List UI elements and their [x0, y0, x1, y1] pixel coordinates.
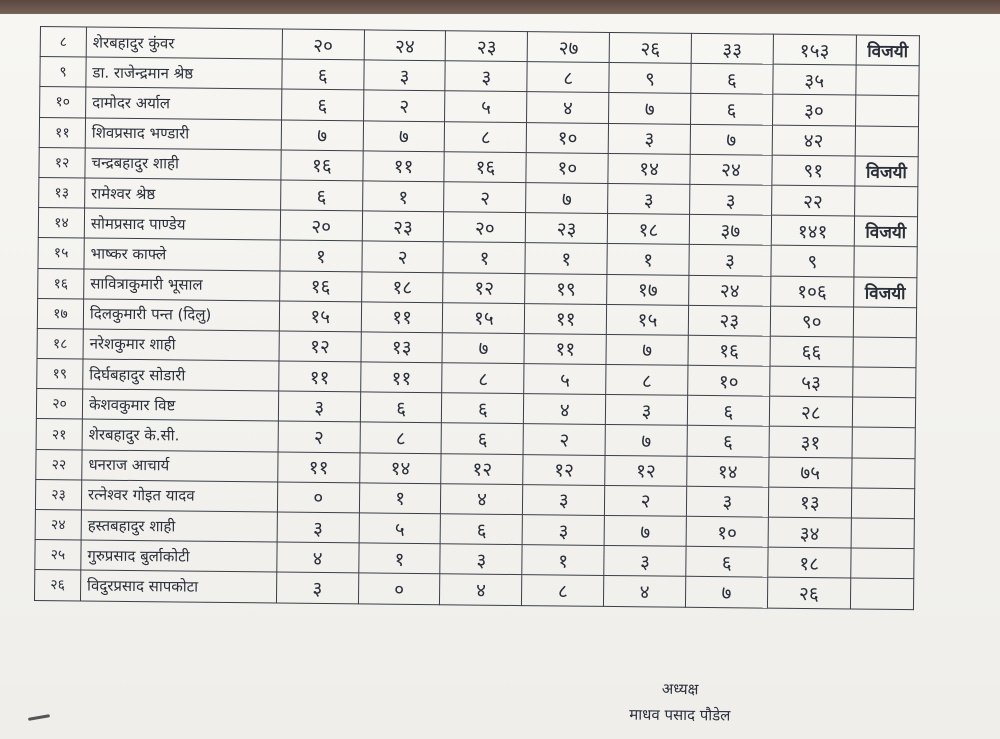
candidate-name-cell: रत्नेश्वर गोइत यादव — [81, 480, 277, 512]
vote-count-cell: ३ — [690, 184, 772, 215]
vote-count-cell: २३ — [446, 31, 528, 62]
vote-count-cell: ६ — [441, 514, 523, 545]
vote-count-cell: २० — [444, 212, 526, 243]
vote-count-cell: ५ — [359, 513, 441, 544]
vote-count-cell: ७ — [605, 425, 687, 456]
total-votes-cell: ३५ — [773, 64, 856, 95]
total-votes-cell: १०६ — [770, 276, 853, 307]
total-votes-cell: ९० — [770, 306, 853, 337]
total-votes-cell: ५३ — [769, 366, 852, 397]
total-votes-cell: ३१ — [769, 427, 852, 458]
vote-count-cell: ८ — [442, 363, 524, 394]
vote-count-cell: २४ — [690, 154, 772, 185]
serial-number-cell: १८ — [37, 328, 83, 359]
vote-count-cell: २ — [278, 421, 360, 452]
result-cell — [853, 337, 917, 368]
vote-count-cell: ७ — [685, 577, 767, 608]
result-cell: विजयी — [855, 156, 919, 187]
vote-count-cell: ११ — [278, 452, 360, 483]
total-votes-cell: ४२ — [772, 125, 855, 156]
candidate-name-cell: गुरुप्रसाद बुर्लाकोटी — [81, 540, 277, 572]
vote-count-cell: ८ — [360, 422, 442, 453]
vote-count-cell: १२ — [523, 454, 605, 485]
vote-count-cell: ३ — [608, 183, 690, 214]
vote-count-cell: ३ — [523, 484, 605, 515]
signature-block — [600, 675, 761, 729]
serial-number-cell: ८ — [40, 27, 86, 58]
candidate-name-cell: सोमप्रसाद पाण्डेय — [84, 208, 280, 240]
result-cell: विजयी — [856, 35, 920, 66]
vote-count-cell: ० — [358, 573, 440, 604]
vote-count-cell: ७ — [604, 515, 686, 546]
serial-number-cell: २२ — [36, 449, 82, 480]
vote-count-cell: ३ — [278, 391, 360, 422]
vote-count-cell: १२ — [441, 453, 523, 484]
result-cell — [852, 458, 916, 489]
vote-count-cell: ५ — [524, 364, 606, 395]
result-cell — [855, 126, 919, 157]
vote-count-cell: १ — [362, 181, 444, 212]
vote-count-cell: ८ — [606, 365, 688, 396]
result-cell — [856, 65, 920, 96]
serial-number-cell: १९ — [37, 359, 83, 390]
vote-count-cell: ८ — [522, 575, 604, 606]
vote-count-cell: ७ — [526, 183, 608, 214]
vote-count-cell: ६ — [687, 396, 769, 427]
vote-count-cell: १२ — [605, 455, 687, 486]
candidate-name-cell: दिर्घबहादुर सोडारी — [83, 359, 279, 391]
vote-count-cell: १४ — [608, 153, 690, 184]
vote-count-cell: १ — [607, 244, 689, 275]
vote-count-cell: ३ — [277, 512, 359, 543]
vote-count-cell: ६ — [691, 64, 773, 95]
result-cell — [852, 427, 916, 458]
vote-count-cell: १२ — [279, 331, 361, 362]
result-cell — [854, 246, 918, 277]
vote-count-cell: १८ — [361, 271, 443, 302]
vote-count-cell: ९ — [609, 63, 691, 94]
serial-number-cell: १० — [40, 87, 86, 118]
vote-count-cell: ३ — [522, 515, 604, 546]
vote-count-cell: ६ — [281, 89, 363, 120]
vote-count-cell: १६ — [444, 151, 526, 182]
candidate-name-cell: धनराज आचार्य — [82, 450, 278, 482]
result-cell: विजयी — [853, 277, 917, 308]
total-votes-cell: ७५ — [769, 457, 852, 488]
vote-count-cell: १० — [526, 152, 608, 183]
serial-number-cell: ११ — [39, 117, 85, 148]
vote-count-cell: १० — [686, 516, 768, 547]
serial-number-cell: १६ — [38, 268, 84, 299]
vote-count-cell: ४ — [441, 484, 523, 515]
vote-count-cell: १ — [359, 483, 441, 514]
vote-count-cell: २३ — [688, 305, 770, 336]
vote-count-cell: १५ — [443, 302, 525, 333]
vote-count-cell: १६ — [688, 335, 770, 366]
candidate-name-cell: सावित्राकुमारी भूसाल — [84, 268, 280, 300]
candidate-name-cell: केशवकुमार विष्ट — [82, 389, 278, 421]
total-votes-cell: १८ — [768, 547, 851, 578]
vote-count-cell: २ — [444, 182, 526, 213]
vote-count-cell: ६ — [442, 393, 524, 424]
candidate-name-cell: शेरबहादुर कुंवर — [86, 27, 282, 59]
vote-count-cell: ७ — [281, 120, 363, 151]
vote-count-cell: ७ — [609, 93, 691, 124]
vote-count-cell: १२ — [443, 272, 525, 303]
total-votes-cell: ३४ — [768, 517, 851, 548]
signatory-title: अध्यक्ष — [661, 679, 699, 699]
vote-count-cell: ४ — [277, 542, 359, 573]
vote-count-cell: २ — [362, 241, 444, 272]
result-cell — [850, 578, 914, 609]
result-cell — [851, 548, 915, 579]
vote-count-cell: १४ — [687, 456, 769, 487]
vote-count-cell: २ — [605, 485, 687, 516]
vote-count-cell: ३ — [364, 60, 446, 91]
vote-count-cell: १ — [443, 242, 525, 273]
vote-count-cell: ३ — [689, 245, 771, 276]
serial-number-cell: २५ — [35, 540, 81, 571]
serial-number-cell: २३ — [35, 479, 81, 510]
vote-count-cell: ३ — [440, 544, 522, 575]
result-cell — [851, 518, 915, 549]
vote-count-cell: २० — [282, 29, 364, 60]
vote-count-cell: २७ — [527, 32, 609, 63]
vote-count-cell: १६ — [281, 150, 363, 181]
total-votes-cell: १३ — [768, 487, 851, 518]
vote-count-cell: ३ — [605, 395, 687, 426]
vote-count-cell: १ — [280, 240, 362, 271]
vote-count-cell: ११ — [524, 333, 606, 364]
total-votes-cell: १४१ — [771, 215, 854, 246]
candidate-name-cell: नरेशकुमार शाही — [83, 329, 279, 361]
vote-count-cell: १ — [525, 243, 607, 274]
total-votes-cell: २२ — [771, 185, 854, 216]
candidate-name-cell: डा. राजेन्द्रमान श्रेष्ठ — [86, 57, 282, 89]
vote-count-cell: १९ — [525, 273, 607, 304]
total-votes-cell: ३० — [772, 95, 855, 126]
vote-count-cell: ३ — [608, 123, 690, 154]
vote-count-cell: ११ — [360, 362, 442, 393]
candidate-name-cell: हस्तबहादुर शाही — [81, 510, 277, 542]
vote-count-cell: ८ — [527, 62, 609, 93]
vote-count-cell: २४ — [689, 275, 771, 306]
vote-count-cell: १६ — [279, 271, 361, 302]
vote-count-cell: २ — [523, 424, 605, 455]
vote-count-cell: ८ — [445, 121, 527, 152]
vote-count-cell: ३ — [604, 546, 686, 577]
vote-count-cell: १८ — [607, 214, 689, 245]
total-votes-cell: २६ — [767, 578, 850, 609]
vote-count-cell: २६ — [609, 32, 691, 63]
result-cell — [852, 367, 916, 398]
vote-count-cell: १५ — [279, 301, 361, 332]
vote-count-cell: १० — [527, 122, 609, 153]
serial-number-cell: ९ — [40, 57, 86, 88]
result-cell — [855, 95, 919, 126]
vote-count-cell: ७ — [606, 334, 688, 365]
vote-count-cell: ११ — [361, 302, 443, 333]
candidate-name-cell: शेरबहादुर के.सी. — [82, 419, 278, 451]
vote-count-cell: ३३ — [691, 33, 773, 64]
result-cell — [852, 397, 916, 428]
serial-number-cell: १५ — [38, 238, 84, 269]
total-votes-cell: १५३ — [773, 34, 856, 65]
candidate-name-cell: दामोदर अर्याल — [86, 87, 282, 119]
serial-number-cell: १७ — [37, 298, 83, 329]
vote-count-cell: ६ — [360, 392, 442, 423]
vote-count-cell: ६ — [442, 423, 524, 454]
vote-count-cell: १७ — [607, 274, 689, 305]
vote-count-cell: ४ — [527, 92, 609, 123]
total-votes-cell: २८ — [769, 396, 852, 427]
vote-count-cell: ४ — [524, 394, 606, 425]
candidate-name-cell: विदुरप्रसाद सापकोटा — [80, 570, 276, 602]
vote-count-cell: ५ — [445, 91, 527, 122]
serial-number-cell: २४ — [35, 509, 81, 540]
candidate-name-cell: चन्द्रबहादुर शाही — [85, 148, 281, 180]
vote-count-cell: २४ — [364, 30, 446, 61]
vote-count-cell: ७ — [690, 124, 772, 155]
vote-count-cell: ३ — [686, 486, 768, 517]
vote-count-cell: ३ — [445, 61, 527, 92]
serial-number-cell: २० — [36, 389, 82, 420]
vote-count-cell: ३७ — [689, 214, 771, 245]
vote-count-cell: ११ — [279, 361, 361, 392]
vote-count-cell: २० — [280, 210, 362, 241]
vote-count-table — [34, 26, 920, 610]
vote-count-cell: ० — [277, 482, 359, 513]
vote-count-cell: ७ — [442, 333, 524, 364]
serial-number-cell: २६ — [34, 570, 80, 601]
candidate-name-cell: रामेश्वर श्रेष्ठ — [85, 178, 281, 210]
vote-count-cell: ११ — [525, 303, 607, 334]
vote-count-cell: २३ — [526, 213, 608, 244]
signatory-name: माधव पसाद पौडेल — [629, 705, 731, 725]
vote-count-cell: २३ — [362, 211, 444, 242]
serial-number-cell: १३ — [39, 177, 85, 208]
vote-count-cell: १ — [522, 545, 604, 576]
serial-number-cell: २१ — [36, 419, 82, 450]
vote-count-cell: ६ — [687, 426, 769, 457]
total-votes-cell: ९ — [771, 245, 854, 276]
vote-count-cell: ३ — [276, 572, 358, 603]
serial-number-cell: १४ — [38, 208, 84, 239]
vote-count-cell: १४ — [359, 452, 441, 483]
result-cell: विजयी — [854, 216, 918, 247]
vote-count-cell: ११ — [363, 151, 445, 182]
vote-count-cell: ६ — [282, 59, 364, 90]
vote-count-cell: ६ — [686, 546, 768, 577]
vote-count-cell: ६ — [690, 94, 772, 125]
vote-count-cell: २ — [363, 90, 445, 121]
result-cell — [853, 307, 917, 338]
total-votes-cell: ९१ — [772, 155, 855, 186]
candidate-name-cell: भाष्कर काफ्ले — [84, 238, 280, 270]
vote-count-cell: ४ — [440, 574, 522, 605]
vote-count-cell: १ — [358, 543, 440, 574]
vote-count-cell: ६ — [280, 180, 362, 211]
serial-number-cell: १२ — [39, 147, 85, 178]
vote-table-body — [34, 27, 919, 610]
vote-count-cell: ७ — [363, 120, 445, 151]
vote-count-cell: १५ — [606, 304, 688, 335]
vote-count-cell: ४ — [604, 576, 686, 607]
total-votes-cell: ६६ — [770, 336, 853, 367]
candidate-name-cell: शिवप्रसाद भण्डारी — [85, 118, 281, 150]
candidate-name-cell: दिलकुमारी पन्त (दिलु) — [83, 299, 279, 331]
result-cell — [854, 186, 918, 217]
vote-count-cell: १३ — [361, 332, 443, 363]
vote-count-cell: १० — [688, 365, 770, 396]
result-cell — [851, 488, 915, 519]
